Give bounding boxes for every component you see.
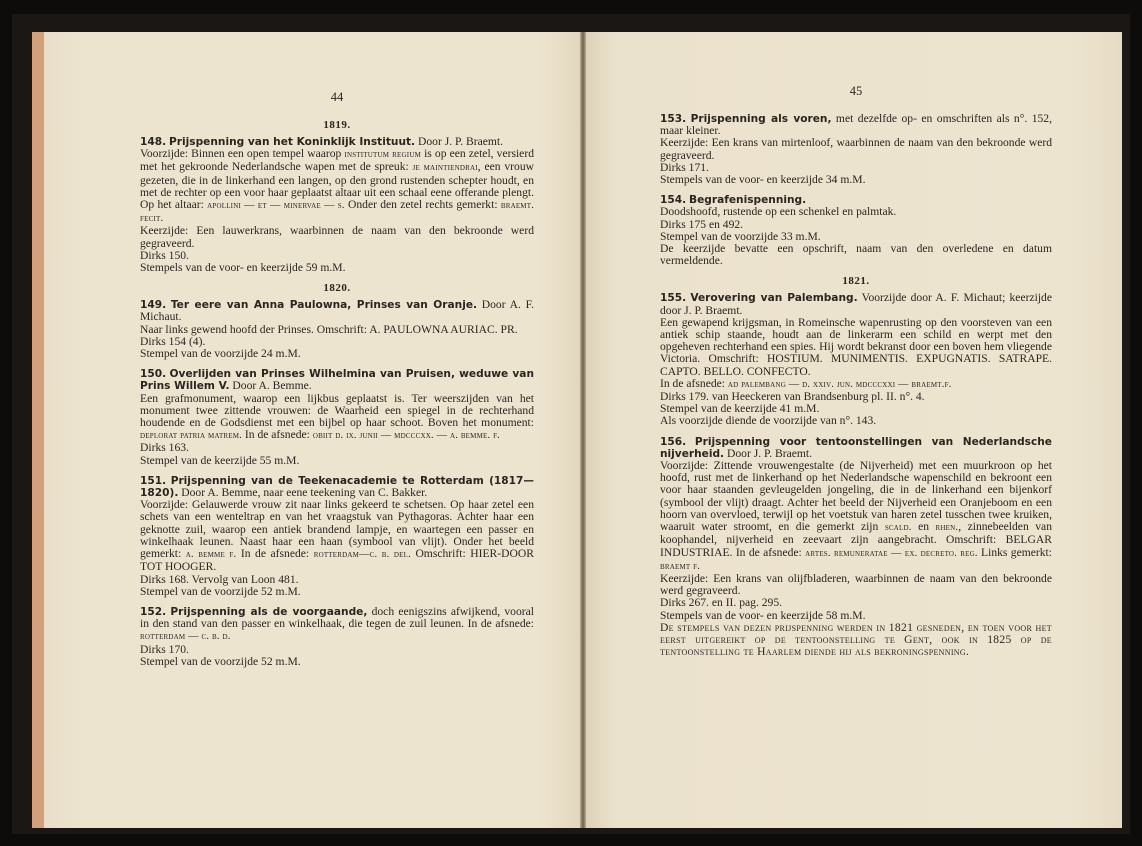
obverse-text: Voorzijde: Gelauwerde vrouw zit naar links gekeerd te schetsen. Op haar zetel een schets van een wenteltrap en van het vraagstuk van Pythagoras. Achter haar een geknotte zuil, waarop een antiek brandend lampje, en waartegen een passer en winkelhaak leunen. Naast haar een haan (symbool van vlijt). Onder het beeld gemerkt: xyxy=(140,498,534,561)
reference: Dirks 179. van Heeckeren van Brandsenburg pl. II. n°. 4. xyxy=(660,390,925,404)
reference: Dirks 168. Vervolg van Loon 481. xyxy=(140,572,299,586)
entry-number: 156. xyxy=(660,435,687,448)
entry-title: Prijspenning voor tentoonstellingen van Nederlandsche nijverheid. xyxy=(660,435,1052,460)
entry-title: Ter eere van Anna Paulowna, Prinses van Oranje. xyxy=(170,299,478,312)
die-info: Stempels van de voor- en keerzijde 58 m.M. xyxy=(660,608,866,622)
entry-author: Door A. Bemme, naar eene teekening van C. Bakker. xyxy=(178,486,428,500)
description: De keerzijde bevatte een opschrift, naam van den overledene en datum vermeldende. xyxy=(660,242,1052,268)
entry-title: Overlijden van Prinses Wilhelmina van Pruisen, weduwe van Prins Willem V. xyxy=(140,368,534,393)
entry-author: Door A. Bemme. xyxy=(229,379,312,393)
entry-151 xyxy=(140,475,534,598)
obverse-text: Omschrift: HIER-DOOR TOT HOOGER. xyxy=(140,547,534,574)
entry-150 xyxy=(140,368,534,467)
entry-author: Voorzijde door A. F. Michaut; keerzijde door J. P. Braemt. xyxy=(660,291,1052,317)
entry-author: Door J. P. Braemt. xyxy=(724,446,813,460)
entry-154 xyxy=(660,194,1052,267)
reverse-text: Keerzijde: Een krans van olijfbladeren, waarbinnen de naam van den bekroonde werd gegraveerd. xyxy=(660,571,1052,598)
inscription: deplorat patria matrem. xyxy=(140,430,242,442)
footnote: De stempels van dezen prijspenning werden in 1821 gesneden, en toen voor het eerst uitgereikt op de tentoonstelling te Gent, ook in 1825 op de tentoonstelling te Haarlem diende hij als bekroningspenning. xyxy=(660,620,1052,659)
entry-title: Verovering van Palembang. xyxy=(690,292,858,305)
obverse-text: In de afsnede: xyxy=(236,547,314,561)
inscription: ad palembang — d. xxiv. jun. mdcccxxi — braemt.f. xyxy=(727,378,952,390)
reference: Dirks 150. xyxy=(140,248,189,262)
entry-title: Prijspenning van de Teekenacademie te Rotterdam (1817—1820). xyxy=(140,474,534,500)
die-info: Stempel van de voorzijde 52 m.M. xyxy=(140,654,301,668)
left-page xyxy=(32,32,582,828)
entry-number: 153. xyxy=(660,113,687,125)
obverse-text: en xyxy=(911,520,936,534)
inscription: apollini — et — minervae — s. xyxy=(207,200,345,212)
entry-title: Prijspenning van het Koninklijk Instituut. xyxy=(169,136,416,148)
left-page-text xyxy=(140,32,534,828)
reverse-text: Keerzijde: Een krans van mirtenloof, waarbinnen de naam van den bekroonde werd gegraveerd. xyxy=(660,136,1052,162)
year-heading: 1820. xyxy=(323,282,351,295)
die-info: Stempels van de voor- en keerzijde 59 m.M. xyxy=(140,261,346,275)
die-info: Stempel van de keerzijde 55 m.M. xyxy=(140,453,300,467)
entry-number: 152. xyxy=(140,605,167,618)
description: Doodshoofd, rustende op een schenkel en palmtak. xyxy=(660,205,897,219)
inscription: je maintiendrai xyxy=(412,162,478,174)
entry-153 xyxy=(660,113,1052,186)
description: Als voorzijde diende de voorzijde van n°. 143. xyxy=(660,414,877,428)
reverse-text: Keerzijde: Een lauwerkrans, waarbinnen de naam van den bekroonde werd gegraveerd. xyxy=(140,224,534,250)
die-info: Stempel van de keerzijde 41 m.M. xyxy=(660,402,820,416)
reference: Dirks 267. en II. pag. 295. xyxy=(660,596,783,610)
entry-148 xyxy=(140,136,534,274)
description: Een gewapend krijgsman, in Romeinsche wapenrusting op den voorsteven van een antiek schip staande, houdt aan de linkerarm een schild en werpt met den opgeheven rechterhand een spies. Hij wordt bekranst door een boven hem vliegende Victoria. Omschrift: HOSTIUM. MUNIMENTIS. EXPUGNATIS. SATRAPE. CAPTO. BELLO. CONFECTO. xyxy=(660,315,1052,378)
entry-number: 154. xyxy=(660,194,687,207)
book-gutter xyxy=(580,32,586,828)
book-spread xyxy=(12,14,1130,834)
entry-title: Prijspenning als de voorgaande, xyxy=(170,605,368,618)
right-page-text xyxy=(660,32,1052,828)
inscription: institutum regium xyxy=(344,149,421,161)
entry-author: Door A. F. Michaut. xyxy=(140,298,535,324)
entry-title: Begrafenispenning. xyxy=(689,194,807,207)
year-heading: 1821. xyxy=(842,275,870,288)
entry-number: 148. xyxy=(140,136,167,148)
obverse-text: Voorzijde: Binnen een open tempel waarop xyxy=(140,147,345,161)
description: Naar links gewend hoofd der Prinses. Omschrift: A. PAULOWNA AURIAC. PR. xyxy=(140,322,518,336)
obverse-text: Voorzijde: Zittende vrouwengestalte (de Nijverheid) met een muurkroon op het hoofd, rust met de linkerhand op het Nederlandsche wapenschild en bekroont een voor haar staanden gevleugelden jongeling, die in de linkerhand een bijenkorf (symbool der vlijt) draagt. Achter het beeld der Nijverheid een Oranjeboom en een hoorn van overvloed, terwijl op het voetstuk van haren zetel tusschen twee kruiken, waaruit water stroomt, en die gemerkt zijn xyxy=(660,459,1052,534)
obverse-text: , zinnebeelden van koophandel, nijverheid en zeevaart zijn aangebracht. Omschrift: BELGAR INDUSTRIAE. In de afsnede: xyxy=(660,520,1052,559)
inscription: scald. xyxy=(884,522,912,534)
description: In de afsnede: xyxy=(660,376,728,390)
inscription: rotterdam — c. b. d. xyxy=(140,631,231,643)
entry-number: 151. xyxy=(140,474,167,487)
description: doch eenigszins afwijkend, vooral in den stand van den passer en winkelhaak, die tegen de zuil leunen. In de afsnede: xyxy=(140,604,534,631)
entry-author: Door J. P. Braemt. xyxy=(415,135,503,148)
inscription: a. bemme f. xyxy=(185,549,237,561)
description: In de afsnede: xyxy=(241,428,313,442)
entry-number: 155. xyxy=(660,292,687,305)
description: Een grafmonument, waarop een lijkbus geplaatst is. Ter weerszijden van het monument twee zittende vrouwen: de Waarheid een spiegel in de rechterhand houdende en de Godsdienst met een bijbel op haar schoot. Boven het monument: xyxy=(140,391,534,430)
obverse-text: Links gemerkt: xyxy=(977,545,1053,559)
reference: Dirks 175 en 492. xyxy=(660,217,744,231)
entry-149 xyxy=(140,299,534,360)
page-number: 44 xyxy=(330,90,344,104)
reference: Dirks 163. xyxy=(140,441,189,455)
obverse-text: , een vrouw gezeten, die in de linkerhand een langen, op den grond rustenden schepter houdt, en met de rechter op een voor haar geplaatst altaar uit een schaal eene offerande plengt. Op het altaar: xyxy=(140,160,534,212)
reference: Dirks 154 (4). xyxy=(140,334,206,348)
entry-156 xyxy=(660,436,1052,659)
entry-number: 150. xyxy=(140,368,167,381)
entry-title: Prijspenning als voren, xyxy=(690,113,832,125)
inscription: artes. remuneratae — ex. decreto. reg. xyxy=(805,547,978,559)
inscription: obiit d. ix. junii — mdcccxx. — a. bemme. f. xyxy=(312,430,500,442)
entry-155 xyxy=(660,292,1052,427)
inscription: braemt f. xyxy=(660,560,701,572)
obverse-text: is op een zetel, versierd met het gekroonde Nederlandsche wapen met de spreuk: xyxy=(140,147,534,174)
die-info: Stempel van de voorzijde 33 m.M. xyxy=(660,229,821,243)
reference: Dirks 170. xyxy=(140,642,189,656)
page-number: 45 xyxy=(849,84,863,98)
year-heading: 1819. xyxy=(323,119,351,131)
inscription: rhen. xyxy=(935,522,959,534)
entry-number: 149. xyxy=(140,299,167,312)
reference: Dirks 171. xyxy=(660,160,709,174)
entry-152 xyxy=(140,606,534,668)
inscription: rotterdam—c. b. del. xyxy=(313,549,411,561)
inscription: braemt. fecit. xyxy=(140,200,534,225)
die-info: Stempel van de voorzijde 52 m.M. xyxy=(140,584,301,598)
die-info: Stempel van de voorzijde 24 m.M. xyxy=(140,347,301,361)
obverse-text: Onder den zetel rechts gemerkt: xyxy=(344,198,501,212)
description: met dezelfde op- en omschriften als n°. 152, maar kleiner. xyxy=(660,112,1052,138)
right-page xyxy=(584,32,1122,828)
die-info: Stempels van de voor- en keerzijde 34 m.M. xyxy=(660,173,866,187)
